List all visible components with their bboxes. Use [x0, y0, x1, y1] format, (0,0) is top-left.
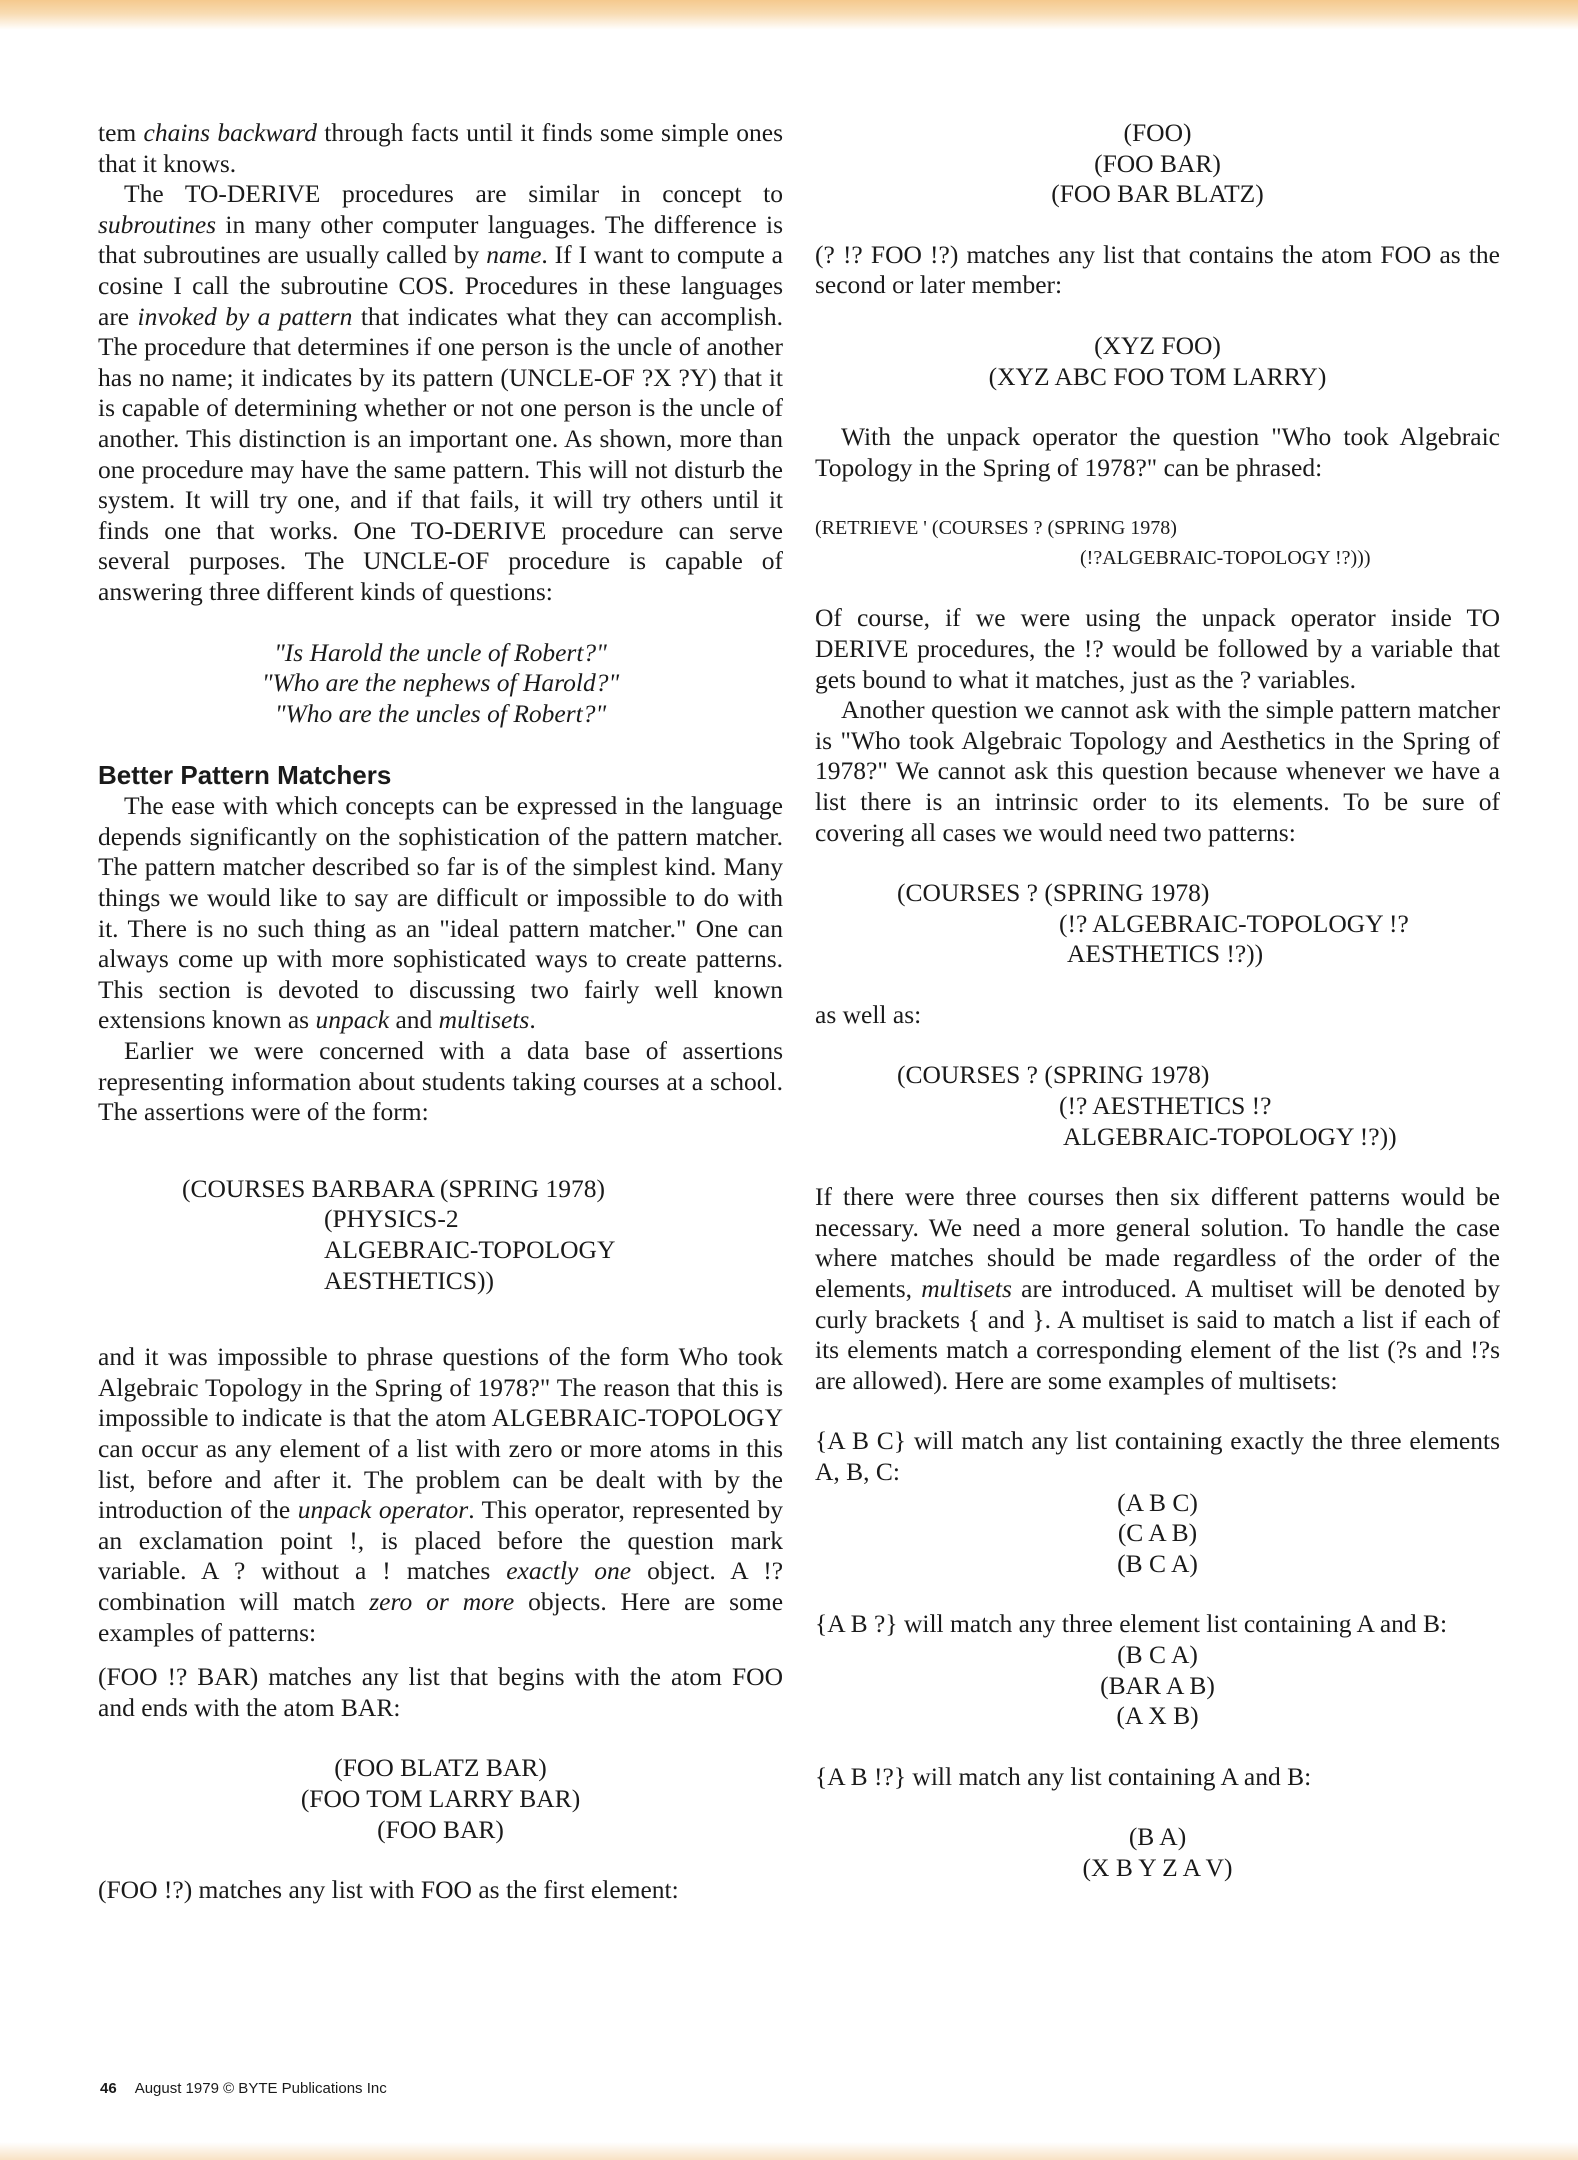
paragraph: (FOO !? BAR) matches any list that begins with the atom FOO and ends with the atom BAR: — [98, 1662, 783, 1722]
paragraph: The TO-DERIVE procedures are similar in concept to subroutines in many other computer languages. The difference is that subroutines are usually called by name. If I want to compute a cosine I call the subroutine COS. Procedures in these languages are invoked by a pattern that indicates what they can accomplish. The procedure that determines if one person is the uncle of another has no name; it indicates by its pattern (UNCLE-OF ?X ?Y) that it is capable of determining whether or not one person is the uncle of another. This distinction is an important one. As shown, more than one procedure may have the same pattern. This will not disturb the system. It will try one, and if that fails, it will try others until it finds one that works. One TO-DERIVE procedure can serve several purposes. The UNCLE-OF procedure is capable of answering three different kinds of questions: — [98, 179, 783, 606]
pattern-examples — [98, 1753, 783, 1845]
multiset-examples — [815, 1640, 1500, 1732]
code-line: (FOO BAR) — [1094, 148, 1221, 178]
code-line: (BAR A B) — [1100, 1670, 1215, 1700]
paragraph: tem chains backward through facts until it finds some simple ones that it knows. — [98, 118, 783, 178]
paragraph: (FOO !?) matches any list with FOO as the first element: — [98, 1875, 679, 1905]
pattern-examples — [815, 331, 1500, 392]
code-line: (FOO BAR) — [377, 1814, 504, 1844]
code-example — [897, 1060, 1500, 1152]
left-column — [98, 118, 783, 1906]
code-line: AESTHETICS !?)) — [1067, 939, 1264, 969]
code-line: (A B C) — [1117, 1487, 1198, 1517]
code-line: (A X B) — [1116, 1701, 1199, 1731]
code-line: (RETRIEVE ' (COURSES ? (SPRING 1978) — [815, 517, 1177, 540]
code-line: (B C A) — [1117, 1548, 1198, 1578]
code-line: ALGEBRAIC-TOPOLOGY !?)) — [1063, 1121, 1397, 1151]
code-line: (C A B) — [1117, 1518, 1198, 1548]
code-line: (FOO BAR BLATZ) — [1051, 179, 1264, 209]
top-paper-band — [0, 0, 1578, 30]
code-line: (FOO) — [1123, 118, 1192, 147]
code-line: (!?ALGEBRAIC-TOPOLOGY !?))) — [1080, 547, 1371, 570]
code-line: ALGEBRAIC-TOPOLOGY — [324, 1235, 616, 1264]
question-line: "Who are the nephews of Harold?" — [261, 668, 620, 698]
paragraph: With the unpack operator the question "Who took Algebraic Topology in the Spring of 1978?" can be phrased: — [815, 422, 1500, 482]
code-line: (PHYSICS-2 — [324, 1204, 459, 1234]
paragraph: Of course, if we were using the unpack operator inside TO DERIVE procedures, the !? would be followed by a variable that gets bound to what it matches, just as the ? variables. — [815, 603, 1500, 694]
paragraph: {A B C} will match any list containing exactly the three elements A, B, C: — [815, 1426, 1500, 1486]
question-line: "Who are the uncles of Robert?" — [274, 698, 607, 728]
paragraph: and it was impossible to phrase questions of the form Who took Algebraic Topology in the Spring of 1978?" The reason that this is impossible to indicate is that the atom ALGEBRAIC-TOPOLOGY can occur as any element of a list with zero or more atoms in this list, before and after it. The problem can be dealt with by the introduction of the unpack operator. This operator, represented by an exclamation point !, is placed before the question mark variable. A ? without a ! matches exactly one object. A !? combination will match zero or more objects. Here are some examples of patterns: — [98, 1342, 784, 1647]
code-line: (FOO BLATZ BAR) — [334, 1753, 547, 1783]
paragraph: Another question we cannot ask with the simple pattern matcher is "Who took Algebraic Topology and Aesthetics in the Spring of 1978?" We cannot ask this question because whenever we have a list there is an intrinsic order to its elements. To be sure of covering all cases we would need two patterns: — [815, 695, 1500, 847]
code-line: (XYZ FOO) — [1094, 330, 1221, 360]
code-line: AESTHETICS)) — [324, 1265, 494, 1295]
paragraph: Earlier we were concerned with a data base of assertions representing information about students taking courses at a school. The assertions were of the form: — [98, 1036, 783, 1127]
code-line: (COURSES ? (SPRING 1978) — [897, 878, 1210, 908]
pattern-examples — [815, 118, 1500, 210]
code-line: (X B Y Z A V) — [1082, 1852, 1233, 1882]
paragraph: If there were three courses then six different patterns would be necessary. We need a more general solution. To handle the case where matches should be made regardless of the order of the elements, multisets are introduced. A multiset will be denoted by curly brackets { and }. A multiset is said to match a list if each of its elements match a corresponding element of the list (?s and !?s are allowed). Here are some examples of multisets: — [815, 1182, 1500, 1395]
bottom-paper-band — [0, 2142, 1578, 2160]
code-example — [897, 878, 1500, 970]
paragraph: as well as: — [815, 999, 922, 1029]
page-footer — [100, 2080, 387, 2097]
code-line: (COURSES BARBARA (SPRING 1978) — [182, 1173, 605, 1203]
section-heading: Better Pattern Matchers — [98, 760, 392, 791]
page-number: 46 — [100, 2080, 117, 2097]
code-line: (FOO TOM LARRY BAR) — [300, 1783, 581, 1813]
retrieve-code — [815, 513, 1500, 573]
code-example — [182, 1174, 783, 1296]
example-questions — [98, 638, 783, 730]
multiset-examples — [815, 1488, 1500, 1580]
paragraph: The ease with which concepts can be expressed in the language depends significantly on the sophistication of the pattern matcher. The pattern matcher described so far is of the simplest kind. Many things we would like to say are difficult or impossible to do with it. There is no such thing as an "ideal pattern matcher." One can always come up with more sophisticated ways to create patterns. This section is devoted to discussing two fairly well known extensions known as unpack and multisets. — [98, 791, 783, 1035]
code-line: (COURSES ? (SPRING 1978) — [897, 1060, 1210, 1090]
code-line: (B A) — [1128, 1822, 1187, 1852]
code-line: (!? ALGEBRAIC-TOPOLOGY !? — [1059, 908, 1409, 938]
multiset-examples — [815, 1822, 1500, 1883]
code-line: (!? AESTHETICS !? — [1059, 1091, 1272, 1121]
question-line: "Is Harold the uncle of Robert?" — [274, 637, 607, 667]
right-column — [815, 118, 1500, 1884]
paragraph: {A B ?} will match any three element list containing A and B: — [815, 1609, 1448, 1639]
footer-credit: August 1979 © BYTE Publications Inc — [134, 2080, 387, 2097]
paragraph: {A B !?} will match any list containing A and B: — [815, 1761, 1312, 1791]
paragraph: (? !? FOO !?) matches any list that contains the atom FOO as the second or later member: — [815, 239, 1500, 300]
code-line: (XYZ ABC FOO TOM LARRY) — [988, 361, 1327, 391]
code-line: (B C A) — [1117, 1639, 1198, 1669]
